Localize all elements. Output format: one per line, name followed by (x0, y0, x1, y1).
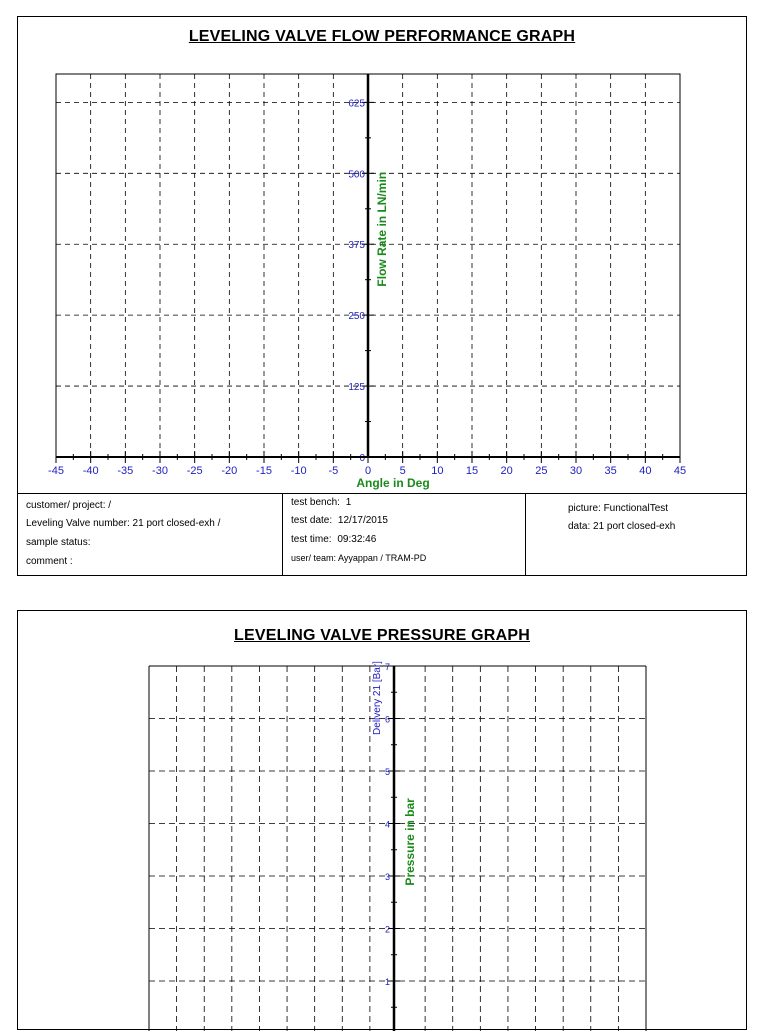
y-tick-label: 1 (384, 977, 390, 987)
test-time-label: test time: (291, 534, 332, 545)
user-team: user/ team: Ayyappan / TRAM-PD (291, 553, 427, 563)
y-tick-label: 250 (348, 311, 365, 323)
test-time (291, 534, 376, 545)
test-date-label: test date: (291, 515, 333, 526)
info-test-column (282, 494, 526, 575)
y-tick-label: 4 (384, 819, 390, 830)
customer-project: customer/ project: / (26, 500, 112, 511)
y-tick-label: 500 (348, 169, 365, 181)
y-tick-label: 375 (348, 240, 365, 252)
test-date (291, 515, 388, 526)
picture: picture: FunctionalTest (568, 503, 669, 514)
data-name-field: data: 21 port closed-exh (568, 521, 676, 532)
sample-status: sample status: (26, 537, 91, 548)
valve-number: Leveling Valve number: 21 port closed-exh / (26, 518, 221, 529)
y-axis-title: Pressure in bar (403, 798, 417, 886)
secondary-axis-title: Delivery 21 [Bar] (372, 661, 383, 735)
x-tick-label: -15 (256, 465, 272, 477)
x-axis-title: Angle in Deg (356, 476, 430, 490)
x-tick-label: -5 (328, 465, 339, 477)
test-date-value: 12/17/2015 (337, 515, 388, 526)
y-tick-label: 125 (348, 382, 365, 394)
x-tick-label: 10 (431, 465, 444, 477)
x-tick-label: -20 (221, 465, 238, 477)
x-tick-label: 25 (535, 465, 548, 477)
x-tick-label: 45 (673, 465, 687, 477)
y-tick-label: 625 (348, 98, 365, 110)
flow-graph-panel (17, 16, 747, 576)
flow-chart (18, 17, 748, 493)
test-time-value: 09:32:46 (337, 534, 377, 545)
pressure-chart (18, 611, 748, 1031)
test-bench-label: test bench: (291, 497, 340, 508)
x-tick-label: -40 (82, 465, 99, 477)
x-tick-label: 30 (569, 465, 583, 477)
comment: comment : (26, 556, 73, 567)
info-customer-column (18, 494, 282, 575)
y-tick-label: 7 (384, 662, 390, 672)
pressure-graph-panel (17, 610, 747, 1030)
x-tick-label: 40 (639, 465, 652, 477)
y-tick-label: 0 (359, 453, 365, 464)
flow-info-bar (18, 493, 746, 575)
x-tick-label: -35 (117, 465, 134, 477)
x-tick-label: -30 (152, 465, 168, 477)
info-picture-column (525, 494, 746, 575)
x-tick-label: 0 (364, 465, 372, 477)
x-tick-label: -10 (290, 465, 307, 477)
flow-graph-title: LEVELING VALVE FLOW PERFORMANCE GRAPH (188, 28, 576, 45)
test-bench (291, 497, 351, 508)
y-tick-label: 3 (384, 872, 390, 882)
x-tick-label: 35 (604, 465, 617, 477)
x-tick-label: -25 (186, 465, 203, 477)
x-tick-label: 20 (500, 465, 513, 477)
y-axis-title: Flow Rate in LN/min (375, 171, 389, 287)
test-bench-value: 1 (345, 497, 352, 508)
y-tick-label: 5 (384, 767, 390, 777)
x-tick-label: 5 (399, 465, 406, 477)
x-tick-label: -45 (48, 465, 64, 477)
x-tick-label: 15 (465, 465, 479, 477)
pressure-graph-title: LEVELING VALVE PRESSURE GRAPH (234, 627, 530, 644)
y-tick-label: 6 (384, 714, 390, 725)
y-tick-label: 2 (384, 924, 390, 935)
